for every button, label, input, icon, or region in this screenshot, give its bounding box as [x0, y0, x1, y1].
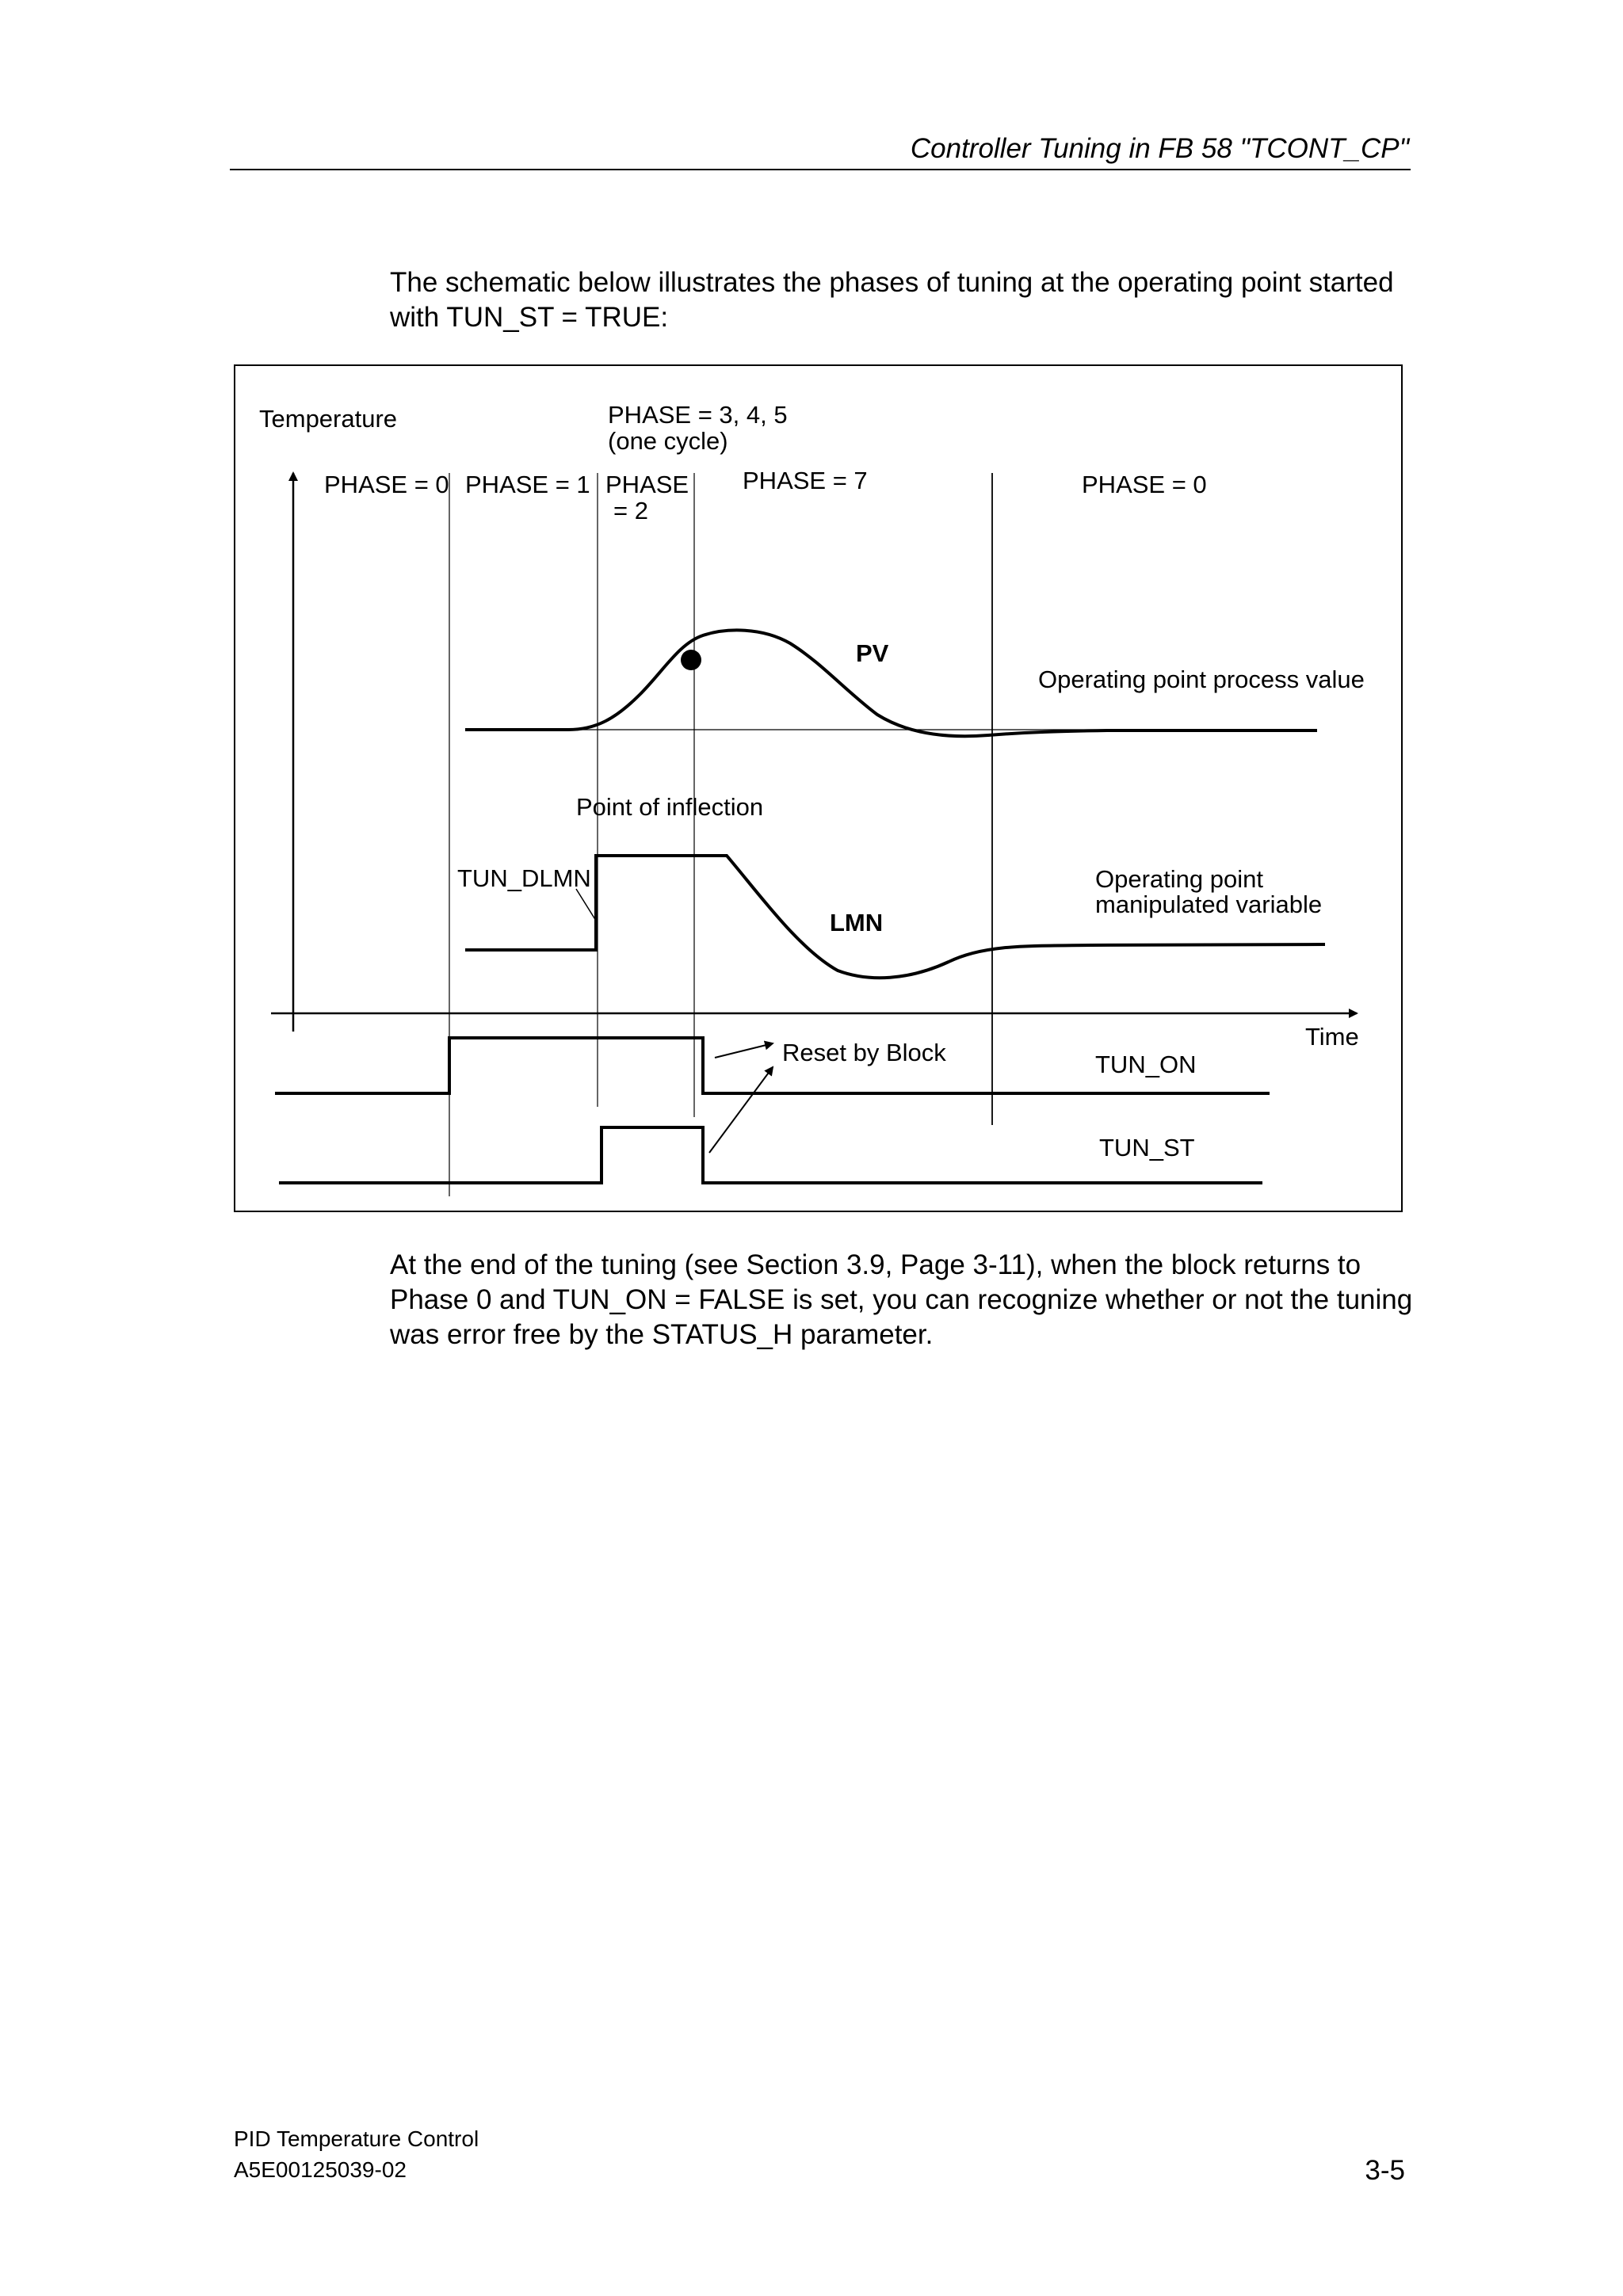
footer-doc-title: PID Temperature Control	[234, 2126, 479, 2151]
schematic-drawing	[235, 366, 1404, 1214]
tun-on-label: TUN_ON	[1095, 1051, 1197, 1078]
phase-2-label: PHASE	[605, 471, 689, 498]
phase-0-end-label: PHASE = 0	[1082, 471, 1207, 498]
tuning-phases-schematic	[234, 364, 1403, 1212]
lmn-label: LMN	[830, 909, 884, 936]
phase-345-sublabel: (one cycle)	[608, 427, 728, 455]
tun-dlmn-leader	[576, 889, 596, 921]
reset-by-block-label: Reset by Block	[782, 1039, 946, 1066]
phase-0-start-label: PHASE = 0	[324, 471, 449, 498]
phase-2-sublabel: = 2	[613, 497, 648, 524]
footer-doc-number: A5E00125039-02	[234, 2157, 407, 2182]
lmn-description-label-1: Operating point	[1095, 865, 1263, 893]
time-axis-label: Time	[1305, 1023, 1359, 1051]
phase-345-label: PHASE = 3, 4, 5	[608, 401, 788, 429]
tun-dlmn-label: TUN_DLMN	[457, 864, 591, 892]
header-rule	[230, 169, 1411, 170]
running-header-title: Controller Tuning in FB 58 "TCONT_CP"	[910, 133, 1409, 164]
reset-arrow-tun-on	[715, 1043, 773, 1058]
footer-document-info	[234, 2123, 479, 2185]
point-of-inflection-label: Point of inflection	[576, 793, 764, 821]
outro-paragraph: At the end of the tuning (see Section 3.9, Page 3-11), when the block returns to Phase 0 and TUN_ON = FALSE is set, you can recognize whether or not the tuning was error free by the STATUS_H parameter.	[390, 1249, 1413, 1350]
reset-arrow-tun-st	[709, 1067, 773, 1153]
phase-7-label: PHASE = 7	[743, 467, 868, 494]
page-number: 3-5	[1365, 2155, 1405, 2186]
lmn-description-label-2: manipulated variable	[1095, 891, 1323, 918]
point-of-inflection-marker	[681, 650, 701, 670]
intro-paragraph: The schematic below illustrates the phases of tuning at the operating point started with TUN_ST = TRUE:	[390, 267, 1394, 333]
tun-st-label: TUN_ST	[1099, 1134, 1195, 1161]
pv-label: PV	[856, 639, 889, 667]
temperature-axis-label: Temperature	[259, 405, 398, 433]
phase-1-label: PHASE = 1	[465, 471, 590, 498]
pv-description-label: Operating point process value	[1038, 666, 1365, 693]
